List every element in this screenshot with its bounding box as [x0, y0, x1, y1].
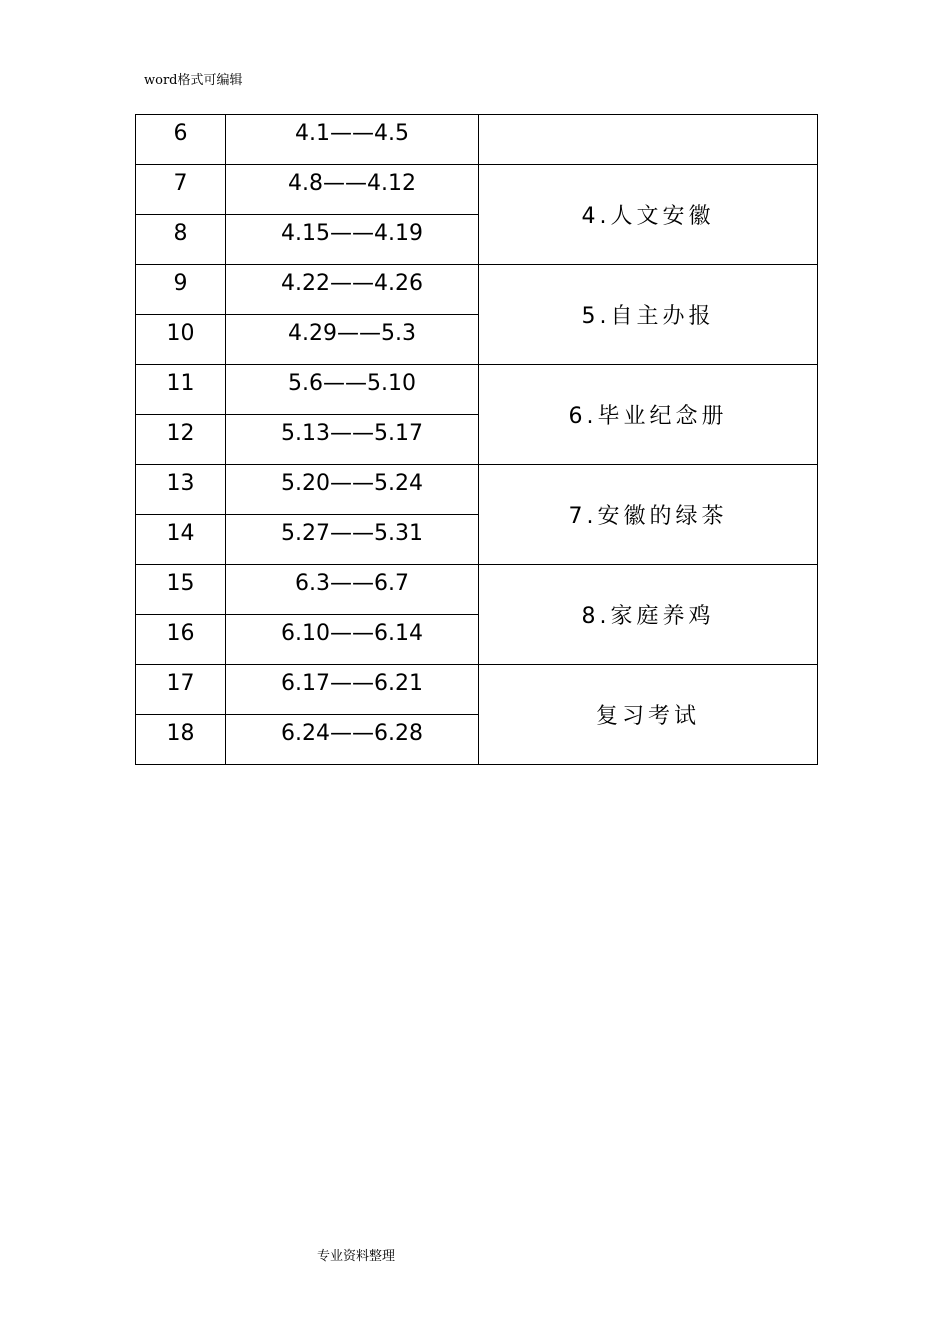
- week-number: 9: [136, 265, 226, 315]
- date-range: 4.22——4.26: [226, 265, 479, 315]
- topic-cell: 6.毕业纪念册: [479, 365, 818, 465]
- date-range: 4.29——5.3: [226, 315, 479, 365]
- schedule-table: [135, 114, 818, 765]
- table-row: [136, 115, 818, 165]
- week-number: 15: [136, 565, 226, 615]
- week-number: 16: [136, 615, 226, 665]
- table-row: [136, 165, 818, 215]
- topic-cell: 复习考试: [479, 665, 818, 765]
- date-range: 5.27——5.31: [226, 515, 479, 565]
- date-range: 4.8——4.12: [226, 165, 479, 215]
- week-number: 6: [136, 115, 226, 165]
- table-row: [136, 465, 818, 515]
- date-range: 4.1——4.5: [226, 115, 479, 165]
- table-row: [136, 565, 818, 615]
- week-number: 13: [136, 465, 226, 515]
- week-number: 8: [136, 215, 226, 265]
- topic-cell: 7.安徽的绿茶: [479, 465, 818, 565]
- table-row: [136, 365, 818, 415]
- week-number: 11: [136, 365, 226, 415]
- table-row: [136, 665, 818, 715]
- table-row: [136, 265, 818, 315]
- week-number: 14: [136, 515, 226, 565]
- date-range: 6.24——6.28: [226, 715, 479, 765]
- topic-cell: [479, 115, 818, 165]
- footer-note: 专业资料整理: [317, 1249, 396, 1264]
- week-number: 12: [136, 415, 226, 465]
- date-range: 6.17——6.21: [226, 665, 479, 715]
- topic-cell: 5.自主办报: [479, 265, 818, 365]
- date-range: 6.10——6.14: [226, 615, 479, 665]
- date-range: 5.20——5.24: [226, 465, 479, 515]
- week-number: 7: [136, 165, 226, 215]
- date-range: 5.6——5.10: [226, 365, 479, 415]
- topic-cell: 8.家庭养鸡: [479, 565, 818, 665]
- date-range: 5.13——5.17: [226, 415, 479, 465]
- date-range: 4.15——4.19: [226, 215, 479, 265]
- date-range: 6.3——6.7: [226, 565, 479, 615]
- week-number: 17: [136, 665, 226, 715]
- week-number: 10: [136, 315, 226, 365]
- week-number: 18: [136, 715, 226, 765]
- header-note: word格式可编辑: [144, 73, 243, 88]
- topic-cell: 4.人文安徽: [479, 165, 818, 265]
